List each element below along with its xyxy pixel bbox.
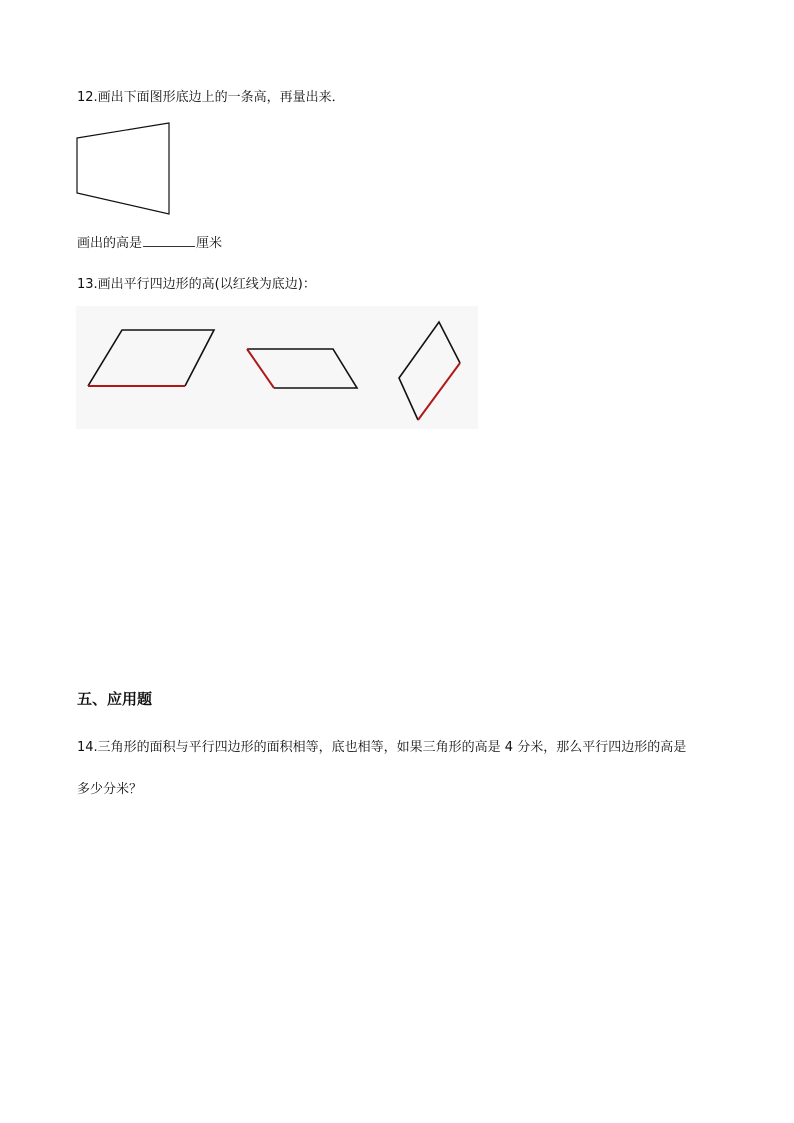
parallelogram-2-edges — [247, 349, 357, 388]
parallelogram-1 — [88, 330, 214, 386]
parallelogram-2-red-base — [247, 349, 274, 388]
answer-blank[interactable] — [143, 234, 195, 247]
question-13-text: 13.画出平行四边形的高(以红线为底边)： — [77, 277, 316, 292]
parallelograms-figure — [76, 306, 478, 429]
parallelogram-3-red-base — [418, 363, 460, 420]
parallelogram-2 — [247, 349, 357, 388]
question-14-line-2: 多少分米？ — [77, 782, 143, 797]
question-12-answer-line — [77, 234, 222, 252]
answer-prefix: 画出的高是 — [77, 236, 143, 251]
question-14-line-1: 14.三角形的面积与平行四边形的面积相等，底也相等，如果三角形的高是 4 分米，那么平行四边形的高是 — [77, 740, 687, 755]
answer-suffix: 厘米 — [196, 236, 223, 251]
parallelogram-1-edges — [88, 330, 214, 386]
trapezoid-shape — [77, 123, 169, 214]
question-12-text: 12.画出下面图形底边上的一条高，再量出来． — [77, 90, 345, 105]
parallelogram-3 — [399, 322, 460, 420]
section-title: 五、应用题 — [77, 690, 153, 708]
trapezoid-figure — [72, 118, 176, 218]
